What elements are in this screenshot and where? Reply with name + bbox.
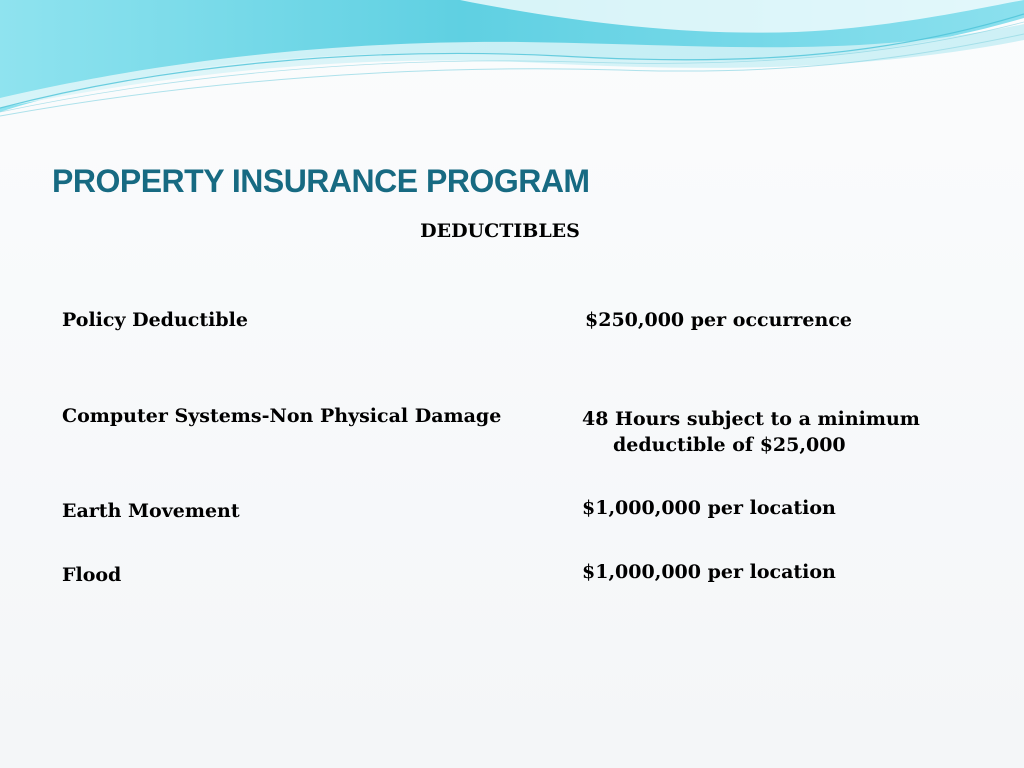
row-value-computer-systems — [582, 406, 920, 458]
section-subtitle — [0, 220, 1000, 242]
row-label-flood: Flood — [62, 564, 122, 586]
row-value-earth-movement: $1,000,000 per location — [582, 497, 836, 519]
row-value-computer-systems-line1: 48 Hours subject to a minimum — [582, 408, 920, 430]
row-value-computer-systems-line2: deductible of $25,000 — [613, 434, 846, 456]
row-value-policy-deductible: $250,000 per occurrence — [585, 309, 852, 331]
row-value-flood: $1,000,000 per location — [582, 561, 836, 583]
subtitle-text: DEDUCTIBLES — [420, 220, 580, 242]
row-label-policy-deductible: Policy Deductible — [62, 309, 248, 331]
wave-banner-decoration — [0, 0, 1024, 130]
slide-title: PROPERTY INSURANCE PROGRAM — [52, 163, 590, 199]
row-label-computer-systems: Computer Systems-Non Physical Damage — [62, 405, 502, 427]
row-label-earth-movement: Earth Movement — [62, 500, 240, 522]
